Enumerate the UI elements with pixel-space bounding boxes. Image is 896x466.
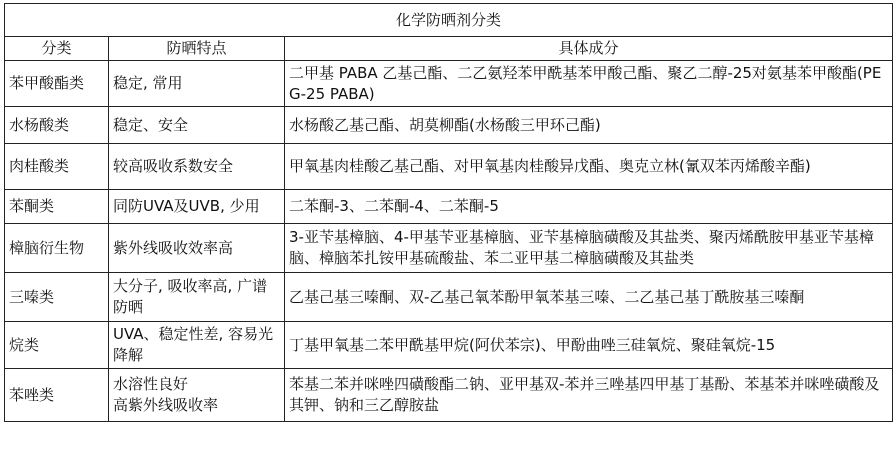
category-cell: 三嗪类 — [5, 273, 109, 322]
feature-cell: 稳定, 常用 — [109, 61, 285, 107]
ingredients-cell: 苯基二苯并咪唑四磺酸酯二钠、亚甲基双-苯并三唑基四甲基丁基酚、苯基苯并咪唑磺酸及其钾、钠和三乙醇胺盐 — [285, 369, 893, 422]
category-cell: 苯甲酸酯类 — [5, 61, 109, 107]
ingredients-cell: 水杨酸乙基己酯、胡莫柳酯(水杨酸三甲环己酯) — [285, 107, 893, 144]
ingredients-cell: 3-亚苄基樟脑、4-甲基苄亚基樟脑、亚苄基樟脑磺酸及其盐类、聚丙烯酰胺甲基亚苄基樟脑、樟脑苯扎铵甲基硫酸盐、苯二亚甲基二樟脑磺酸及其盐类 — [285, 224, 893, 273]
feature-line: 水溶性良好 — [113, 375, 189, 393]
ingredients-cell: 甲氧基肉桂酸乙基己酯、对甲氧基肉桂酸异戊酯、奥克立林(氰双苯丙烯酸辛酯) — [285, 144, 893, 190]
feature-cell: 大分子, 吸收率高, 广谱防晒 — [109, 273, 285, 322]
table-row — [5, 61, 893, 107]
category-cell: 水杨酸类 — [5, 107, 109, 144]
table-row — [5, 224, 893, 273]
header-ingredients: 具体成分 — [285, 37, 893, 61]
ingredients-cell: 二苯酮-3、二苯酮-4、二苯酮-5 — [285, 190, 893, 224]
category-cell: 肉桂酸类 — [5, 144, 109, 190]
feature-line: 高紫外线吸收率 — [113, 396, 219, 414]
table-row — [5, 190, 893, 224]
sunscreen-classification-table — [4, 3, 893, 422]
table-row — [5, 273, 893, 322]
feature-cell: 较高吸收系数安全 — [109, 144, 285, 190]
feature-cell: 稳定、安全 — [109, 107, 285, 144]
ingredients-cell: 二甲基 PABA 乙基己酯、二乙氨羟苯甲酰基苯甲酸己酯、聚乙二醇-25对氨基苯甲酸酯(PEG-25 PABA) — [285, 61, 893, 107]
category-cell: 苯酮类 — [5, 190, 109, 224]
category-cell: 樟脑衍生物 — [5, 224, 109, 273]
feature-cell — [109, 369, 285, 422]
table-row — [5, 144, 893, 190]
ingredients-cell: 乙基己基三嗪酮、双-乙基己氧苯酚甲氧苯基三嗪、二乙基己基丁酰胺基三嗪酮 — [285, 273, 893, 322]
header-feature: 防晒特点 — [109, 37, 285, 61]
table-row — [5, 369, 893, 422]
category-cell: 烷类 — [5, 322, 109, 369]
header-category: 分类 — [5, 37, 109, 61]
table-title: 化学防晒剂分类 — [5, 4, 893, 37]
feature-cell: 同防UVA及UVB, 少用 — [109, 190, 285, 224]
category-cell: 苯唑类 — [5, 369, 109, 422]
table-row — [5, 107, 893, 144]
feature-cell: UVA、稳定性差, 容易光降解 — [109, 322, 285, 369]
feature-cell: 紫外线吸收效率高 — [109, 224, 285, 273]
ingredients-cell: 丁基甲氧基二苯甲酰基甲烷(阿伏苯宗)、甲酚曲唑三硅氧烷、聚硅氧烷-15 — [285, 322, 893, 369]
table-row — [5, 322, 893, 369]
